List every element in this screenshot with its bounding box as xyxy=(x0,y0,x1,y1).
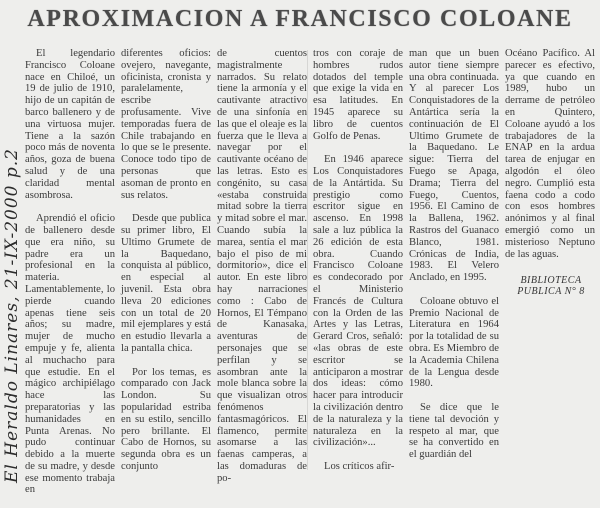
article-column-3 xyxy=(217,48,307,496)
handwritten-source-note: El Heraldo Linares, 21-IX-2000 p.2 xyxy=(2,148,22,483)
paragraph: El legendario Francisco Coloane nace en Chiloé, un 19 de julio de 1910, hijo de un capitán de barco ballenero y de una virtuosa mujer. Tiene a la sazón poco más de noventa años, goza de buena salud y de una claridad mental asombrosa. xyxy=(25,48,115,201)
paragraph: tros con coraje de hombres rudos dotados del temple que exige la vida en esa latitudes. En 1945 aparece su libro de cuentos Golfo de Penas. xyxy=(313,48,403,142)
article-column-4 xyxy=(313,48,403,484)
column-divider xyxy=(307,50,308,470)
paragraph: Océano Pacífico. Al parecer es efectivo, ya que cuando en 1989, hubo un derrame de petróleo en Quintero, Coloane ayudó a los trabajadores de la ENAP en la ardua tarea de enjugar en algodón el óleo negro. Cumplió esta faena codo a codo con esos hombres anónimos y al final emergió como un misterioso Neptuno de las aguas. xyxy=(505,48,595,260)
article-title: APROXIMACION A FRANCISCO COLOANE xyxy=(27,6,573,32)
article-column-6 xyxy=(505,48,595,272)
paragraph: Se dice que le tiene tal devoción y respeto al mar, que se ha convertido en el guardián del xyxy=(409,401,499,461)
paragraph: de cuentos magistralmente narrados. Su relato tiene la armonía y el cautivante atractivo de una sinfonía en las que el oleaje es la fuerza que le lleva a navegar por el cautivante océano de las letras. Esto es congénito, su casa «estaba construida mitad sobre la tierra y mitad sobre el mar. Cuando subía la marea, sentía el mar bajo el piso de mi dormitorio», dice el autor. En este libro hay narraciones como : Cabo de Hornos, El Témpano de Kanasaka, aventuras de personajes que se perfilan y se asombran ante la mole blanca sobre la que visualizan otros fenómenos fantasmagóricos. El flamenco, permite asomarse a las faenas camperas, a las domaduras de po- xyxy=(217,48,307,484)
paragraph: Aprendió el oficio de ballenero desde que era niño, su padre era un profesional en la materia. Lamentablemente, lo pierde cuando apenas tiene seis años; su madre, mujer de mucho empuje y fe, alienta al muchacho para que estudie. En el mágico archipiélago hace las preparatorias y las humanidades en Punta Arenas. No pudo continuar debido a la muerte de su madre, y desde ese momento trabaja en xyxy=(25,213,115,496)
paragraph: Desde que publica su primer libro, El Ultimo Grumete de la Baquedano, conquista al público, en especial al juvenil. Esta obra lleva 20 ediciones con un total de 20 mil ejemplares y está en estudio llevarla a la pantalla chica. xyxy=(121,213,211,354)
article-column-2 xyxy=(121,48,211,484)
signature-line-2: PUBLICA N° 8 xyxy=(517,286,585,297)
paragraph: diferentes oficios: ovejero, navegante, oficinista, cronista y paralelamente, escribe profusamente. Vive temporadas fuera de Chile trabajando en lo que se le presente. Conoce todo tipo de personas que asoman de pronto en sus relatos. xyxy=(121,48,211,201)
article-column-1 xyxy=(25,48,115,508)
paragraph: Por los temas, es comparado con Jack London. Su popularidad estriba en su estilo, sencillo pero brillante. El Cabo de Hornos, su segunda obra es un conjunto xyxy=(121,366,211,472)
paragraph: man que un buen autor tiene siempre una obra continuada. Y al parecer Los Conquistadores de la Antártica sería la continuación de El Ultimo Grumete de la Baquedano. Le sigue: Tierra del Fuego se Apaga, Drama; Tierra del Fuego, Cuentos, 1956. El Camino de la Ballena, 1962. Rastros del Guanaco Blanco, 1981. Crónicas de India, 1983. El Velero Anclado, en 1995. xyxy=(409,48,499,284)
library-signature xyxy=(505,275,597,297)
signature-line-1: BIBLIOTECA xyxy=(520,275,582,286)
paragraph: Coloane obtuvo el Premio Nacional de Literatura en 1964 por la totalidad de su obra. Es Miembro de la Academia Chilena de la Lengua desde 1980. xyxy=(409,295,499,390)
paragraph: Los críticos afir- xyxy=(324,460,395,472)
paragraph: En 1946 aparece Los Conquistadores de la Antártida. Su prestigio como escritor sigue en ascenso. En 1998 sale a luz pública la 26 edición de esta obra. Cuando Francisco Coloane es condecorado por el Ministerio Francés de Cultura con la Orden de las Artes y las Letras, Gerard Cros, señaló: «las obras de este escritor se anticiparon a mostrar dos ideas: cómo hacer para introducir la civilización dentro de la naturaleza y la naturaleza en la civilización»... xyxy=(313,154,404,449)
article-column-5 xyxy=(409,48,499,473)
